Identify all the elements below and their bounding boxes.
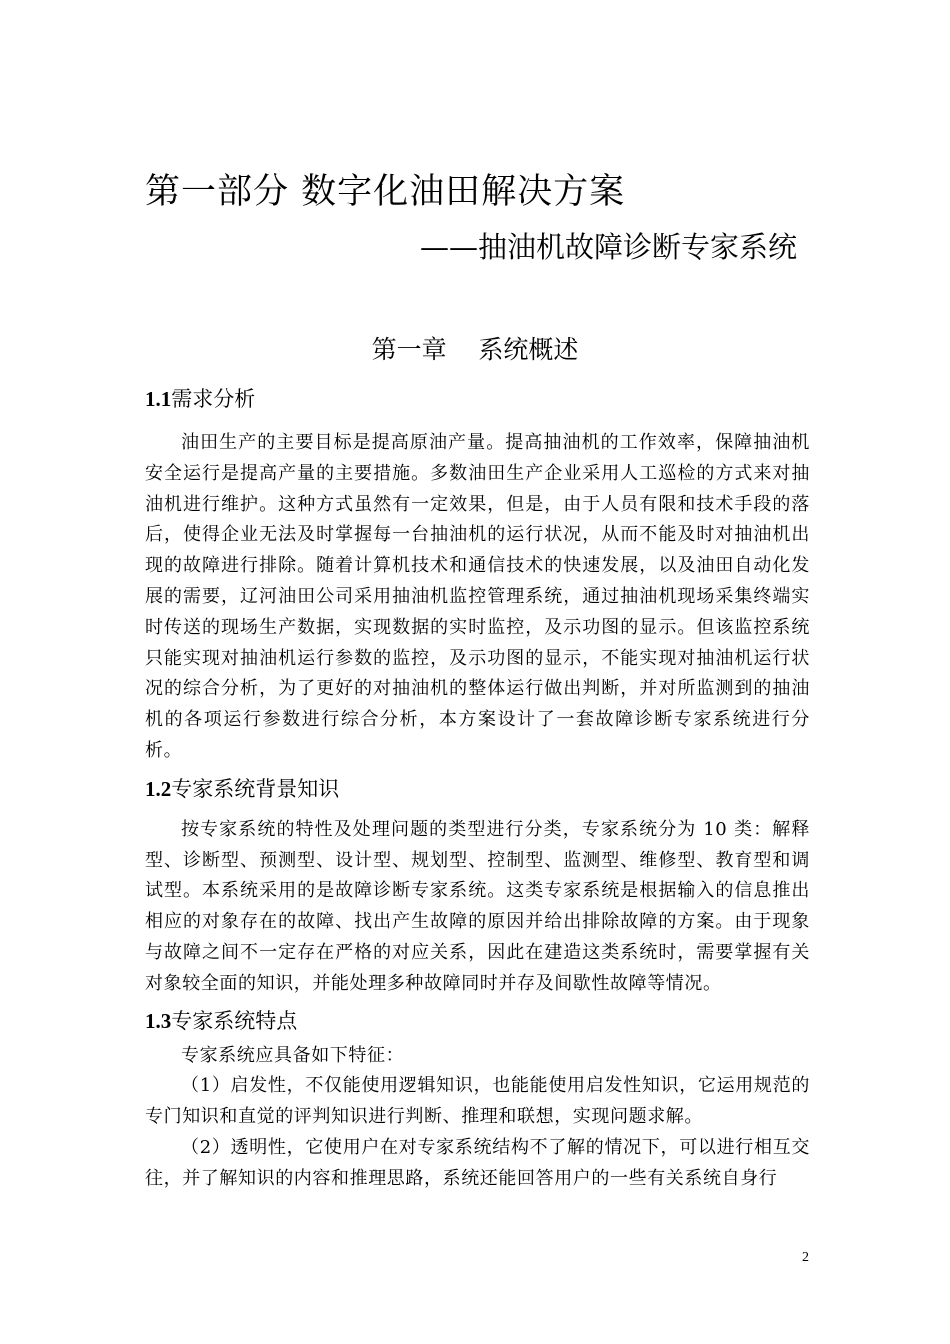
section-heading [145,383,810,419]
paragraph: （2）透明性，它使用户在对专家系统结构不了解的情况下，可以进行相互交往，并了解知识的内容和推理思路，系统还能回答用户的一些有关系统自身行 [145,1136,810,1189]
paragraph: 油田生产的主要目标是提高原油产量。提高抽油机的工作效率，保障抽油机安全运行是提高产量的主要措施。多数油田生产企业采用人工巡检的方式来对抽油机进行维护。这种方式虽然有一定效果，但是，由于人员有限和技术手段的落后，使得企业无法及时掌握每一台抽油机的运行状况，从而不能及时对抽油机出现的故障进行排除。随着计算机技术和通信技术的快速发展，以及油田自动化发展的需要，辽河油田公司采用抽油机监控管理系统，通过抽油机现场采集终端实时传送的现场生产数据，实现数据的实时监控，及示功图的显示。但该监控系统只能实现对抽油机运行参数的监控，及示功图的显示，不能实现对抽油机运行状况的综合分析，为了更好的对抽油机的整体运行做出判断，并对所监测到的抽油机的各项运行参数进行综合分析，本方案设计了一套故障诊断专家系统进行分析。 [145,432,810,761]
section-heading [145,1005,810,1041]
section-number: 1.1 [145,387,172,411]
section-heading [145,773,810,809]
paragraph: （1）启发性，不仅能使用逻辑知识，也能能使用启发性知识，它运用规范的专门知识和直觉的评判知识进行判断、推理和联想，实现问题求解。 [145,1075,810,1128]
section-number: 1.2 [145,776,172,801]
page-number: 2 [802,1250,809,1265]
document-body [145,383,810,1195]
section-1-2 [145,773,810,1000]
section-1-3 [145,1005,810,1195]
section-title: 需求分析 [171,387,256,411]
paragraph: 按专家系统的特性及处理问题的类型进行分类，专家系统分为 10 类：解释型、诊断型、预测型、设计型、规划型、控制型、监测型、维修型、教育型和调试型。本系统采用的是故障诊断专家系统。这类专家系统是根据输入的信息推出相应的对象存在的故障、找出产生故障的原因并给出排除故障的方案。由于现象与故障之间不一定存在严格的对应关系，因此在建造这类系统时，需要掌握有关对象较全面的知识，并能处理多种故障同时并存及间歇性故障等情况。 [145,818,810,994]
section-title: 专家系统特点 [171,1008,298,1033]
section-1-1 [145,383,810,767]
part-title: 第一部分 数字化油田解决方案 [145,172,626,212]
paragraph: 专家系统应具备如下特征： [181,1044,405,1066]
part-subtitle: ——抽油机故障诊断专家系统 [420,230,798,264]
chapter-title: 第一章 系统概述 [371,335,579,364]
section-title: 专家系统背景知识 [171,776,340,801]
section-number: 1.3 [145,1008,172,1033]
